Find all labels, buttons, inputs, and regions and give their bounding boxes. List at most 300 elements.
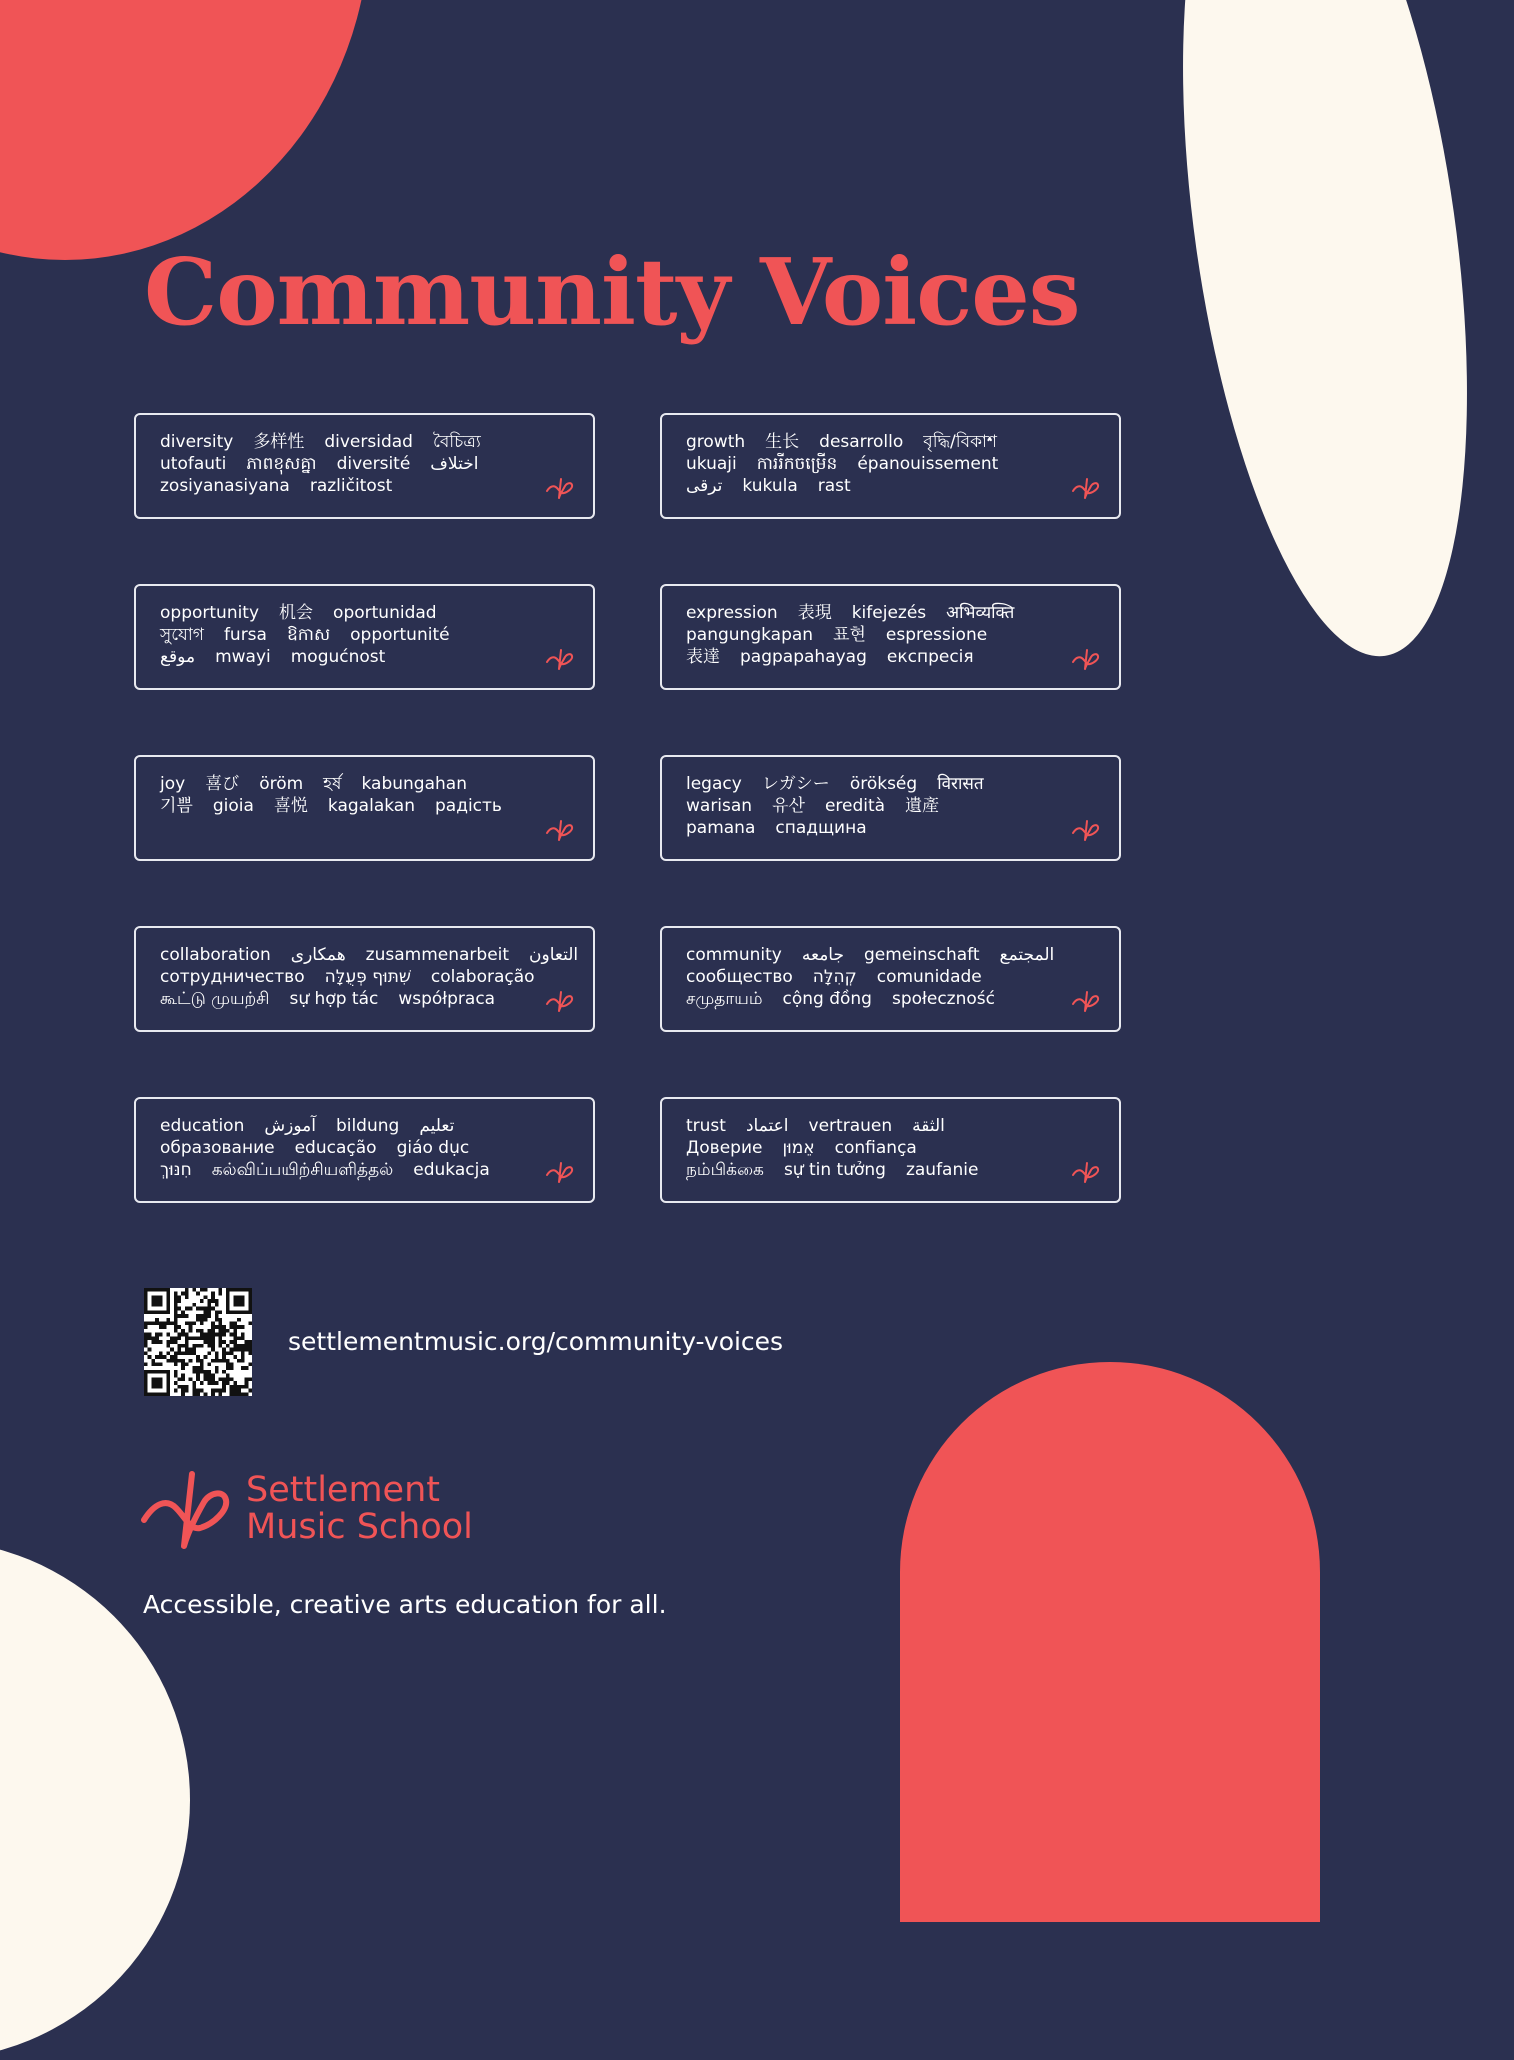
- word-row: [160, 431, 545, 453]
- settlement-mark-icon: [545, 819, 575, 841]
- qr-module: [185, 1295, 189, 1299]
- qr-module: [215, 1370, 219, 1374]
- word: community: [686, 945, 782, 965]
- qr-module: [151, 1381, 155, 1385]
- qr-module: [218, 1336, 222, 1340]
- qr-module: [230, 1366, 234, 1370]
- qr-module: [178, 1307, 182, 1311]
- qr-module: [245, 1366, 249, 1370]
- qr-module: [233, 1392, 237, 1396]
- qr-module: [222, 1389, 226, 1393]
- qr-module: [241, 1385, 245, 1389]
- word-row: [160, 602, 545, 624]
- qr-module: [233, 1329, 237, 1333]
- qr-module: [230, 1377, 234, 1381]
- qr-module: [174, 1362, 178, 1366]
- word: تعليم: [419, 1116, 455, 1136]
- word-row: [686, 988, 1071, 1010]
- qr-module: [226, 1303, 230, 1307]
- word-card-lines: [160, 602, 545, 668]
- qr-module: [207, 1351, 211, 1355]
- qr-module: [237, 1344, 241, 1348]
- qr-module: [189, 1359, 193, 1363]
- qr-module: [218, 1389, 222, 1393]
- qr-module: [233, 1385, 237, 1389]
- qr-module: [185, 1292, 189, 1296]
- qr-module: [144, 1362, 148, 1366]
- qr-module: [192, 1344, 196, 1348]
- qr-module: [178, 1348, 182, 1352]
- word: সুযোগ: [160, 625, 204, 645]
- qr-module: [215, 1355, 219, 1359]
- qr-module: [170, 1359, 174, 1363]
- tagline: Accessible, creative arts education for all.: [143, 1590, 667, 1619]
- qr-module: [174, 1355, 178, 1359]
- qr-module: [174, 1351, 178, 1355]
- qr-module: [248, 1351, 252, 1355]
- qr-module: [174, 1374, 178, 1378]
- qr-module: [163, 1355, 167, 1359]
- qr-module: [159, 1355, 163, 1359]
- qr-module: [174, 1389, 178, 1393]
- qr-module: [196, 1392, 200, 1396]
- qr-module: [248, 1344, 252, 1348]
- qr-module: [181, 1359, 185, 1363]
- qr-module: [192, 1385, 196, 1389]
- qr-module: [230, 1288, 234, 1292]
- qr-module: [218, 1322, 222, 1326]
- qr-module: [237, 1389, 241, 1393]
- qr-module: [166, 1385, 170, 1389]
- qr-module: [204, 1370, 208, 1374]
- word-card-lines: [160, 1115, 545, 1181]
- qr-module: [248, 1389, 252, 1393]
- word: kifejezés: [851, 603, 927, 623]
- word-card-lines: [160, 773, 545, 817]
- qr-module: [155, 1377, 159, 1381]
- word: utofauti: [160, 454, 227, 474]
- qr-module: [174, 1322, 178, 1326]
- qr-module: [151, 1288, 155, 1292]
- qr-module: [159, 1351, 163, 1355]
- qr-module: [248, 1377, 252, 1381]
- qr-module: [237, 1359, 241, 1363]
- word: eredità: [824, 796, 886, 816]
- qr-module: [200, 1318, 204, 1322]
- word-row: [160, 795, 545, 817]
- qr-module: [218, 1310, 222, 1314]
- qr-module: [151, 1310, 155, 1314]
- qr-module: [148, 1392, 152, 1396]
- qr-module: [207, 1336, 211, 1340]
- word-row: [686, 624, 1071, 646]
- qr-module: [233, 1310, 237, 1314]
- word-card: [134, 1097, 595, 1203]
- qr-module: [200, 1389, 204, 1393]
- qr-module: [204, 1392, 208, 1396]
- word: ការរីកចម្រើន: [756, 454, 838, 474]
- qr-module: [211, 1381, 215, 1385]
- word: موقع: [160, 647, 196, 667]
- qr-module: [241, 1359, 245, 1363]
- word: espressione: [885, 625, 988, 645]
- settlement-mark-icon: [1071, 648, 1101, 670]
- qr-module: [174, 1329, 178, 1333]
- qr-module: [230, 1322, 234, 1326]
- qr-module: [170, 1355, 174, 1359]
- page-title: Community Voices: [144, 238, 1080, 346]
- qr-module: [200, 1329, 204, 1333]
- qr-module: [230, 1392, 234, 1396]
- qr-module: [226, 1292, 230, 1296]
- word: giáo dục: [396, 1138, 470, 1158]
- qr-module: [237, 1299, 241, 1303]
- qr-module: [248, 1288, 252, 1292]
- qr-module: [181, 1385, 185, 1389]
- qr-module: [207, 1374, 211, 1378]
- qr-module: [174, 1310, 178, 1314]
- qr-module: [230, 1310, 234, 1314]
- word-row: [160, 966, 545, 988]
- qr-module: [178, 1325, 182, 1329]
- word-row: [686, 1159, 1071, 1181]
- qr-module: [159, 1303, 163, 1307]
- qr-module: [241, 1295, 245, 1299]
- qr-module: [211, 1299, 215, 1303]
- qr-module: [181, 1366, 185, 1370]
- qr-module: [159, 1295, 163, 1299]
- word: হর্ষ: [323, 774, 342, 794]
- qr-module: [178, 1295, 182, 1299]
- qr-module: [196, 1329, 200, 1333]
- word: நம்பிக்கை: [686, 1160, 764, 1180]
- qr-module: [185, 1351, 189, 1355]
- qr-module: [200, 1322, 204, 1326]
- qr-module: [215, 1314, 219, 1318]
- qr-module: [204, 1377, 208, 1381]
- qr-module: [185, 1333, 189, 1337]
- qr-module: [215, 1310, 219, 1314]
- qr-module: [207, 1333, 211, 1337]
- qr-module: [189, 1351, 193, 1355]
- qr-module: [166, 1359, 170, 1363]
- qr-module: [237, 1288, 241, 1292]
- qr-module: [159, 1340, 163, 1344]
- qr-module: [159, 1322, 163, 1326]
- word: ភាពខុសគ្នា: [246, 454, 317, 474]
- qr-module: [207, 1377, 211, 1381]
- word-card: [134, 413, 595, 519]
- qr-module: [248, 1322, 252, 1326]
- qr-module: [204, 1288, 208, 1292]
- qr-module: [155, 1288, 159, 1292]
- qr-module: [144, 1374, 148, 1378]
- qr-module: [215, 1318, 219, 1322]
- qr-module: [245, 1377, 249, 1381]
- qr-module: [196, 1355, 200, 1359]
- word: sự hợp tác: [289, 989, 379, 1009]
- qr-module: [166, 1389, 170, 1393]
- website-url-link[interactable]: settlementmusic.org/community-voices: [288, 1327, 784, 1356]
- qr-module: [181, 1362, 185, 1366]
- qr-module: [196, 1314, 200, 1318]
- qr-module: [222, 1355, 226, 1359]
- qr-module: [185, 1362, 189, 1366]
- qr-module: [196, 1370, 200, 1374]
- qr-module: [222, 1329, 226, 1333]
- qr-module: [204, 1340, 208, 1344]
- word: opportunité: [350, 625, 450, 645]
- qr-module: [166, 1333, 170, 1337]
- qr-module: [148, 1355, 152, 1359]
- qr-module: [148, 1336, 152, 1340]
- qr-module: [211, 1359, 215, 1363]
- qr-module: [159, 1381, 163, 1385]
- word: 유산: [772, 796, 805, 816]
- qr-module: [211, 1344, 215, 1348]
- qr-module: [148, 1348, 152, 1352]
- qr-module: [215, 1359, 219, 1363]
- qr-module: [215, 1303, 219, 1307]
- word: colaboração: [430, 967, 535, 987]
- qr-module: [196, 1344, 200, 1348]
- qr-module: [218, 1344, 222, 1348]
- qr-module: [148, 1288, 152, 1292]
- qr-module: [151, 1359, 155, 1363]
- word-row: [160, 624, 545, 646]
- word: oportunidad: [333, 603, 437, 623]
- qr-module: [211, 1348, 215, 1352]
- qr-module: [204, 1295, 208, 1299]
- word-card: [660, 755, 1121, 861]
- qr-module: [204, 1314, 208, 1318]
- word-card: [660, 1097, 1121, 1203]
- qr-module: [200, 1314, 204, 1318]
- qr-module: [196, 1318, 200, 1322]
- qr-module: [174, 1336, 178, 1340]
- logo-line-2: Music School: [246, 1507, 473, 1547]
- qr-module: [151, 1362, 155, 1366]
- word: współpraca: [398, 989, 496, 1009]
- qr-module: [170, 1348, 174, 1352]
- qr-module: [245, 1288, 249, 1292]
- qr-module: [233, 1299, 237, 1303]
- settlement-mark-icon: [545, 990, 575, 1012]
- qr-module: [204, 1374, 208, 1378]
- word: joy: [160, 774, 186, 794]
- qr-module: [192, 1348, 196, 1352]
- qr-module: [237, 1325, 241, 1329]
- qr-module: [178, 1385, 182, 1389]
- qr-module: [215, 1366, 219, 1370]
- qr-module: [155, 1370, 159, 1374]
- qr-module: [248, 1299, 252, 1303]
- qr-module: [204, 1307, 208, 1311]
- qr-module: [170, 1336, 174, 1340]
- qr-module: [192, 1336, 196, 1340]
- word-row: [160, 453, 545, 475]
- qr-module: [233, 1340, 237, 1344]
- word-row: [686, 475, 1071, 497]
- word-card: [134, 755, 595, 861]
- word: сообщество: [686, 967, 793, 987]
- qr-module: [189, 1329, 193, 1333]
- qr-module: [166, 1307, 170, 1311]
- qr-module: [207, 1370, 211, 1374]
- word: confiança: [834, 1138, 917, 1158]
- qr-module: [218, 1292, 222, 1296]
- qr-module: [166, 1374, 170, 1378]
- qr-module: [166, 1381, 170, 1385]
- word: cộng đồng: [782, 989, 872, 1009]
- word-row: [686, 602, 1071, 624]
- qr-code[interactable]: [144, 1288, 252, 1396]
- qr-module: [155, 1322, 159, 1326]
- qr-module: [230, 1351, 234, 1355]
- qr-module: [204, 1355, 208, 1359]
- word: trust: [686, 1116, 726, 1136]
- word: 多样性: [253, 432, 305, 452]
- qr-module: [166, 1299, 170, 1303]
- qr-module: [226, 1329, 230, 1333]
- qr-module: [204, 1310, 208, 1314]
- qr-module: [233, 1389, 237, 1393]
- qr-module: [159, 1325, 163, 1329]
- qr-module: [151, 1303, 155, 1307]
- qr-module: [166, 1303, 170, 1307]
- qr-module: [163, 1288, 167, 1292]
- qr-module: [151, 1295, 155, 1299]
- word-card: [660, 926, 1121, 1032]
- qr-module: [222, 1325, 226, 1329]
- qr-module: [174, 1370, 178, 1374]
- qr-module: [215, 1351, 219, 1355]
- qr-module: [233, 1322, 237, 1326]
- qr-module: [237, 1303, 241, 1307]
- qr-module: [211, 1374, 215, 1378]
- word-row: [160, 475, 545, 497]
- qr-module: [185, 1307, 189, 1311]
- qr-module: [211, 1329, 215, 1333]
- qr-module: [170, 1340, 174, 1344]
- word: 表達: [686, 647, 720, 667]
- settlement-mark-icon: [1071, 990, 1101, 1012]
- qr-module: [144, 1336, 148, 1340]
- qr-module: [245, 1348, 249, 1352]
- qr-module: [200, 1366, 204, 1370]
- qr-module: [192, 1303, 196, 1307]
- qr-module: [181, 1344, 185, 1348]
- qr-module: [163, 1310, 167, 1314]
- qr-module: [178, 1333, 182, 1337]
- qr-module: [155, 1336, 159, 1340]
- qr-module: [226, 1288, 230, 1292]
- qr-module: [196, 1389, 200, 1393]
- qr-module: [196, 1377, 200, 1381]
- word-row: [686, 431, 1071, 453]
- qr-module: [174, 1318, 178, 1322]
- qr-module: [189, 1377, 193, 1381]
- qr-module: [185, 1340, 189, 1344]
- qr-module: [233, 1336, 237, 1340]
- qr-module: [159, 1370, 163, 1374]
- word: fursa: [223, 625, 267, 645]
- qr-module: [159, 1377, 163, 1381]
- word-row: [160, 646, 545, 668]
- qr-module: [159, 1362, 163, 1366]
- qr-module: [144, 1351, 148, 1355]
- qr-module: [200, 1370, 204, 1374]
- qr-module: [241, 1366, 245, 1370]
- qr-module: [144, 1381, 148, 1385]
- settlement-mark-icon: [545, 477, 575, 499]
- qr-module: [166, 1377, 170, 1381]
- qr-module: [151, 1322, 155, 1326]
- word-row: [160, 1137, 545, 1159]
- word: همکاری: [290, 945, 346, 965]
- qr-module: [207, 1310, 211, 1314]
- qr-module: [222, 1370, 226, 1374]
- word: اعتماد: [745, 1116, 789, 1136]
- word: 喜び: [205, 774, 240, 794]
- qr-module: [155, 1310, 159, 1314]
- qr-module: [148, 1322, 152, 1326]
- word: educação: [294, 1138, 377, 1158]
- qr-module: [200, 1333, 204, 1337]
- word: الثقة: [912, 1116, 945, 1136]
- qr-module: [144, 1288, 148, 1292]
- qr-module: [159, 1385, 163, 1389]
- qr-module: [233, 1295, 237, 1299]
- qr-module: [174, 1307, 178, 1311]
- qr-module: [144, 1392, 148, 1396]
- qr-module: [237, 1385, 241, 1389]
- qr-module: [237, 1336, 241, 1340]
- word: gioia: [212, 796, 254, 816]
- qr-module: [218, 1325, 222, 1329]
- word: спадщина: [775, 818, 867, 838]
- qr-module: [185, 1348, 189, 1352]
- qr-module: [211, 1336, 215, 1340]
- qr-module: [207, 1362, 211, 1366]
- qr-module: [178, 1336, 182, 1340]
- word: pagpapahayag: [740, 647, 867, 667]
- qr-module: [192, 1288, 196, 1292]
- word-card-lines: [686, 431, 1071, 497]
- word: growth: [686, 432, 746, 452]
- qr-module: [241, 1392, 245, 1396]
- qr-module: [189, 1307, 193, 1311]
- qr-module: [230, 1340, 234, 1344]
- word-row: [686, 966, 1071, 988]
- qr-module: [204, 1318, 208, 1322]
- qr-module: [222, 1385, 226, 1389]
- word: različitost: [309, 476, 393, 496]
- qr-module: [226, 1295, 230, 1299]
- qr-module: [181, 1310, 185, 1314]
- qr-module: [166, 1370, 170, 1374]
- qr-module: [248, 1348, 252, 1352]
- qr-module: [215, 1299, 219, 1303]
- qr-module: [245, 1310, 249, 1314]
- word: レガシー: [761, 774, 830, 794]
- word: pangungkapan: [686, 625, 814, 645]
- qr-module: [166, 1295, 170, 1299]
- decorative-coral-shape-top-left: [0, 0, 370, 260]
- qr-module: [241, 1333, 245, 1337]
- qr-module: [185, 1389, 189, 1393]
- word: rast: [817, 476, 851, 496]
